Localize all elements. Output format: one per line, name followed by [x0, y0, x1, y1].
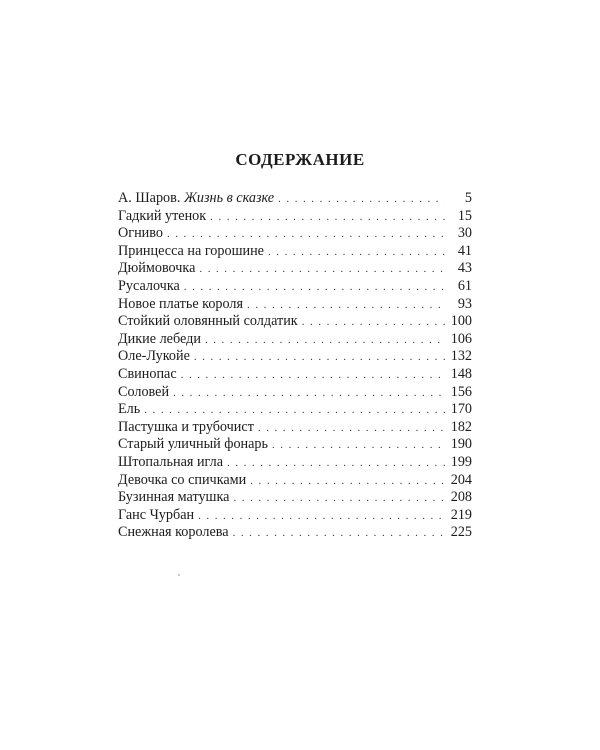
dot-leader [233, 490, 445, 508]
toc-entry-page: 30 [457, 225, 472, 242]
toc-entry [118, 260, 472, 278]
toc-entry-title: Огниво [118, 225, 163, 242]
toc-entry-page: 199 [450, 453, 472, 470]
toc-entry [118, 489, 472, 507]
dot-leader [278, 191, 445, 209]
dot-leader [184, 279, 445, 297]
dot-leader [250, 473, 445, 491]
dot-leader [181, 367, 445, 385]
toc-entry-title: Снежная королева [118, 524, 229, 541]
toc-entry-page: 41 [457, 242, 472, 259]
toc-entry [118, 384, 472, 402]
dot-leader [227, 455, 445, 473]
table-of-contents [118, 190, 472, 542]
dot-leader [173, 385, 445, 403]
toc-entry-title: Соловей [118, 383, 170, 400]
toc-entry-author: А. Шаров. [118, 190, 184, 206]
toc-entry-page: 190 [450, 436, 472, 453]
dot-leader [144, 402, 445, 420]
toc-entry [118, 313, 472, 331]
toc-entry-work: Жизнь в сказке [183, 190, 275, 206]
toc-entry-page: 170 [450, 401, 472, 418]
toc-entry [118, 472, 472, 490]
toc-entry-title: Пастушка и трубочист [118, 418, 254, 435]
dot-leader [233, 525, 445, 543]
toc-entry-title: Ель [118, 401, 141, 418]
toc-entry [118, 208, 472, 226]
toc-entry-page: 132 [450, 348, 472, 365]
toc-entry-page: 93 [457, 295, 472, 312]
toc-entry-title: Бузинная матушка [118, 489, 230, 506]
toc-entry-page: 182 [450, 418, 472, 435]
dot-leader [210, 209, 445, 227]
toc-entry [118, 366, 472, 384]
toc-entry-page: 204 [450, 471, 472, 488]
page-title: СОДЕРЖАНИЕ [235, 150, 365, 169]
toc-entry [118, 524, 472, 542]
toc-entry-title [118, 190, 274, 208]
toc-entry-page: 5 [464, 190, 472, 206]
toc-entry-title: Оле-Лукойе [118, 348, 190, 365]
dot-leader [268, 244, 445, 262]
toc-entry-page: 43 [457, 260, 472, 277]
dot-leader [302, 314, 445, 332]
toc-entry-page: 208 [450, 489, 472, 506]
toc-entry [118, 454, 472, 472]
toc-entry-page: 100 [450, 313, 472, 330]
toc-entry-title: Стойкий оловянный солдатик [118, 313, 298, 330]
toc-entry [118, 225, 472, 243]
toc-entry [118, 419, 472, 437]
toc-entry-page: 106 [450, 330, 472, 347]
toc-entry-title: Новое платье короля [118, 295, 244, 312]
toc-entry-page: 15 [457, 207, 472, 224]
toc-entry-title: Ганс Чурбан [118, 506, 195, 523]
toc-entry [118, 436, 472, 454]
dot-leader [205, 332, 445, 350]
dot-leader [247, 297, 445, 315]
toc-entry-title: Девочка со спичками [118, 471, 247, 488]
dot-leader [194, 349, 445, 367]
toc-entry [118, 331, 472, 349]
toc-entry [118, 401, 472, 419]
paper-speck [178, 574, 180, 576]
toc-entry-title: Старый уличный фонарь [118, 436, 268, 453]
toc-entry-page: 156 [450, 383, 472, 400]
toc-entry-title: Гадкий утенок [118, 207, 207, 224]
dot-leader [258, 420, 445, 438]
toc-entry-title: Дюймовочка [118, 260, 196, 277]
dot-leader [198, 508, 445, 526]
toc-entry-page: 219 [450, 506, 472, 523]
dot-leader [272, 437, 445, 455]
toc-entry-page: 225 [450, 524, 472, 541]
dot-leader [199, 261, 445, 279]
toc-entry [118, 296, 472, 314]
toc-entry [118, 507, 472, 525]
toc-entry-page: 61 [457, 277, 472, 294]
toc-entry [118, 243, 472, 261]
toc-entry [118, 348, 472, 366]
toc-entry-page: 148 [450, 365, 472, 382]
toc-entry [118, 190, 472, 208]
toc-entry-title: Русалочка [118, 277, 180, 294]
toc-entry-title: Свинопас [118, 365, 177, 382]
toc-entry [118, 278, 472, 296]
dot-leader [167, 226, 445, 244]
toc-entry-title: Дикие лебеди [118, 330, 201, 347]
toc-entry-title: Штопальная игла [118, 453, 224, 470]
toc-entry-title: Принцесса на горошине [118, 242, 264, 259]
